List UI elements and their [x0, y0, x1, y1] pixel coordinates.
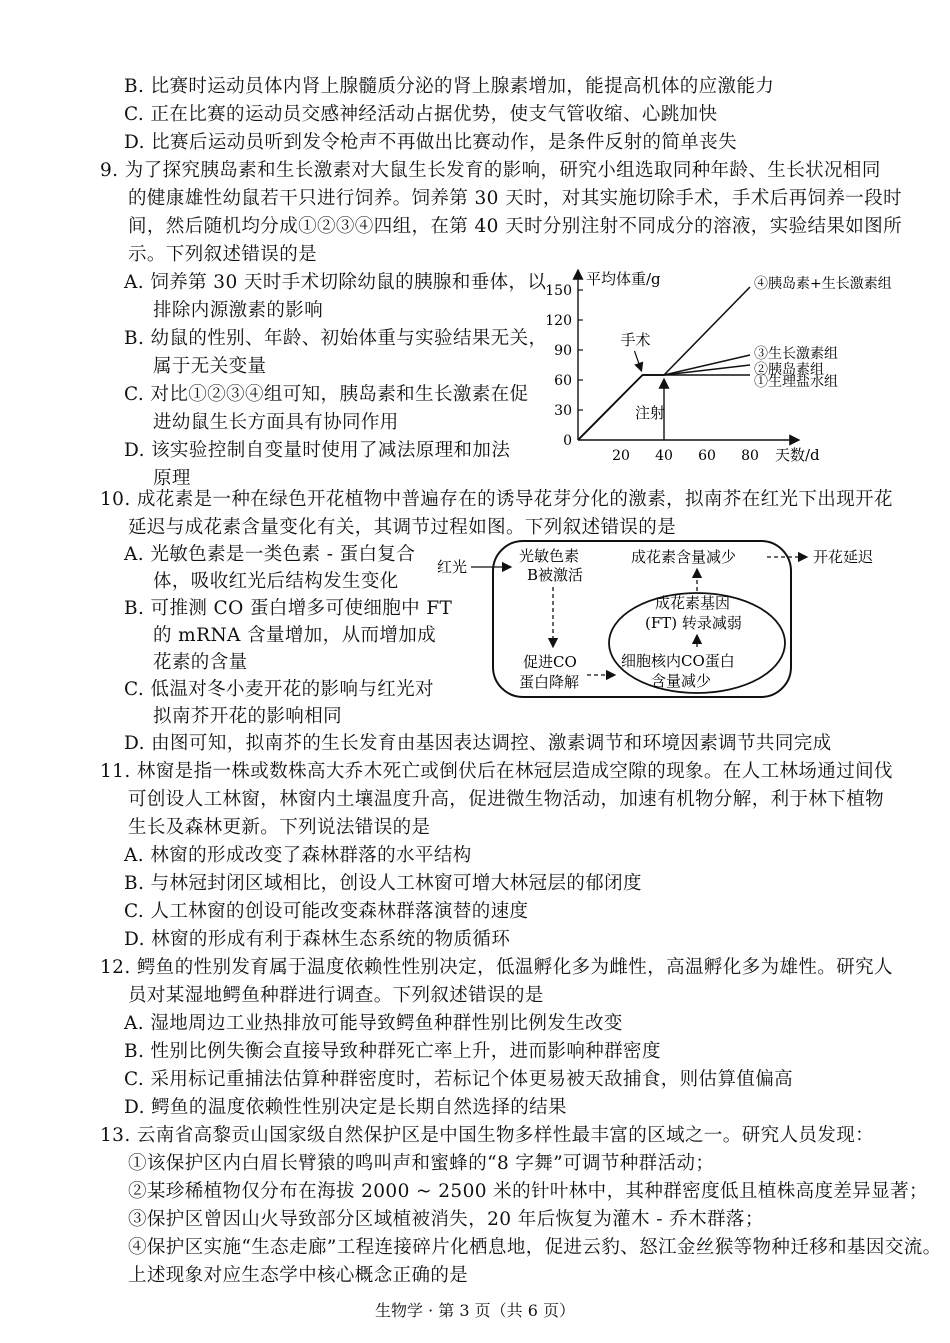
box1-line1: 光敏色素 [519, 547, 580, 565]
q9-option-a: A. 饲养第 30 天时手术切除幼鼠的胰腺和垂体，以 [124, 272, 547, 293]
x-tick-label: 40 [655, 448, 673, 464]
box2-text: 成花素含量减少 [631, 548, 737, 566]
q11-option-b: B. 与林冠封闭区域相比，创设人工林窗可增大林冠层的郁闭度 [124, 873, 642, 894]
q8-option-d: D. 比赛后运动员听到发令枪声不再做出比赛动作，是条件反射的简单丧失 [124, 132, 738, 153]
q10-stem-line: 延迟与成花素含量变化有关，其调节过程如图。下列叙述错误的是 [128, 517, 677, 538]
q11-stem-line: 生长及森林更新。下列说法错误的是 [128, 817, 431, 838]
x-tick-label: 60 [698, 448, 716, 464]
q12-option-b: B. 性别比例失衡会直接导致种群死亡率上升，进而影响种群密度 [124, 1041, 661, 1062]
series-label: ④胰岛素+生长激素组 [754, 276, 892, 292]
q13-stem-line: 13. 云南省高黎贡山国家级自然保护区是中国生物多样性最丰富的区域之一。研究人员发现： [100, 1125, 875, 1146]
q9-option-c: C. 对比①②③④组可知，胰岛素和生长激素在促 [124, 384, 529, 405]
series-label: ①生理盐水组 [754, 374, 838, 390]
q10-regulation-diagram [435, 535, 905, 705]
box3-line1: 成花素基因 [655, 594, 731, 612]
q9-stem-line: 的健康雄性幼鼠若干只进行饲养。饲养第 30 天时，对其实施切除手术，手术后再饲养一段时 [128, 188, 903, 209]
box4-line2: 蛋白降解 [519, 673, 580, 691]
q9-option-d: D. 该实验控制自变量时使用了减法原理和加法 [124, 440, 511, 461]
y-tick-label: 120 [545, 313, 572, 329]
q10-option-b-cont: 花素的含量 [153, 652, 248, 673]
q12-option-c: C. 采用标记重捕法估算种群密度时，若标记个体更易被天敌捕食，则估算值偏高 [124, 1069, 794, 1090]
q11-option-d: D. 林窗的形成有利于森林生态系统的物质循环 [124, 929, 511, 950]
q9-stem-line: 间，然后随机均分成①②③④四组，在第 40 天时分别注射不同成分的溶液，实验结果如图所 [128, 216, 903, 237]
q10-option-b-cont: 的 mRNA 含量增加，从而增加成 [153, 625, 437, 646]
input-red-light: 红光 [437, 558, 468, 576]
q12-option-d: D. 鳄鱼的温度依赖性性别决定是长期自然选择的结果 [124, 1097, 567, 1118]
q9-stem-line: 示。下列叙述错误的是 [128, 244, 318, 265]
q13-finding-2: ②某珍稀植物仅分布在海拔 2000 ~ 2500 米的针叶林中，其种群密度低且植株高度差异显著； [128, 1181, 928, 1202]
x-tick-label: 80 [741, 448, 759, 464]
q10-stem-line: 10. 成花素是一种在绿色开花植物中普遍存在的诱导花芽分化的激素，拟南芥在红光下出现开花 [100, 489, 893, 510]
box4-line1: 促进CO [523, 653, 577, 671]
q13-finding-3: ③保护区曾因山火导致部分区域植被消失，20 年后恢复为灌木 - 乔木群落； [128, 1209, 764, 1230]
q9-option-a-cont: 排除内源激素的影响 [153, 300, 324, 321]
q9-option-c-cont: 进幼鼠生长方面具有协同作用 [153, 412, 399, 433]
q11-option-c: C. 人工林窗的创设可能改变森林群落演替的速度 [124, 901, 529, 922]
y-tick-label: 0 [563, 433, 572, 449]
q10-option-c: C. 低温对冬小麦开花的影响与红光对 [124, 679, 434, 700]
q11-stem-line: 11. 林窗是指一株或数株高大乔木死亡或倒伏后在林冠层造成空隙的现象。在人工林场通过间伐 [100, 761, 893, 782]
q8-option-c: C. 正在比赛的运动员交感神经活动占据优势，使支气管收缩、心跳加快 [124, 104, 718, 125]
q9-option-b: B. 幼鼠的性别、年龄、初始体重与实验结果无关， [124, 328, 548, 349]
q9-option-d-cont: 原理 [153, 468, 191, 489]
y-axis-label: 平均体重/g [586, 270, 661, 288]
surgery-arrow [635, 351, 642, 371]
box3-line2: (FT) 转录减弱 [645, 614, 742, 632]
q10-option-d: D. 由图可知，拟南芥的生长发育由基因表达调控、激素调节和环境因素调节共同完成 [124, 733, 832, 754]
y-tick-label: 150 [545, 283, 572, 299]
x-tick-label: 20 [612, 448, 630, 464]
q10-option-a-cont: 体，吸收红光后结构发生变化 [153, 571, 399, 592]
y-tick-label: 60 [554, 373, 572, 389]
box5-line1: 细胞核内CO蛋白 [621, 652, 735, 670]
q13-finding-4: ④保护区实施“生态走廊”工程连接碎片化栖息地，促进云豹、怒江金丝猴等物种迁移和基因交流。 [128, 1237, 942, 1258]
q13-finding-1: ①该保护区内白眉长臂猿的鸣叫声和蜜蜂的“8 字舞”可调节种群活动； [128, 1153, 715, 1174]
page-footer: 生物学 · 第 3 页（共 6 页） [375, 1301, 575, 1320]
q9-line-chart [530, 262, 892, 472]
box5-line2: 含量减少 [651, 672, 712, 690]
series-label: ②胰岛素组 [754, 362, 824, 378]
series-label: ③生长激素组 [754, 346, 838, 362]
x-axis-label: 天数/d [775, 446, 820, 464]
q11-option-a: A. 林窗的形成改变了森林群落的水平结构 [124, 845, 472, 866]
y-tick-label: 90 [554, 343, 572, 359]
q9-option-b-cont: 属于无关变量 [153, 356, 267, 377]
q10-option-b: B. 可推测 CO 蛋白增多可使细胞中 FT [124, 598, 453, 619]
q10-option-c-cont: 拟南芥开花的影响相同 [153, 706, 343, 727]
box1-line2: B被激活 [527, 566, 584, 584]
q12-option-a: A. 湿地周边工业热排放可能导致鳄鱼种群性别比例发生改变 [124, 1013, 623, 1034]
q12-stem-line: 12. 鳄鱼的性别发育属于温度依赖性性别决定，低温孵化多为雌性，高温孵化多为雄性。研究人 [100, 957, 893, 978]
q13-question: 上述现象对应生态学中核心概念正确的是 [128, 1265, 469, 1286]
surgery-label: 手术 [620, 331, 651, 349]
y-tick-label: 30 [554, 403, 572, 419]
q11-stem-line: 可创设人工林窗，林窗内土壤温度升高，促进微生物活动，加速有机物分解，利于林下植物 [128, 789, 885, 810]
q9-stem-line: 9. 为了探究胰岛素和生长激素对大鼠生长发育的影响，研究小组选取同种年龄、生长状况相同 [100, 160, 881, 181]
injection-label: 注射 [634, 404, 666, 422]
q10-option-a: A. 光敏色素是一类色素 - 蛋白复合 [124, 544, 416, 565]
q12-stem-line: 员对某湿地鳄鱼种群进行调查。下列叙述错误的是 [128, 985, 544, 1006]
output-flowering-delay: 开花延迟 [813, 548, 874, 566]
q8-option-b: B. 比赛时运动员体内肾上腺髓质分泌的肾上腺素增加，能提高机体的应激能力 [124, 76, 775, 97]
